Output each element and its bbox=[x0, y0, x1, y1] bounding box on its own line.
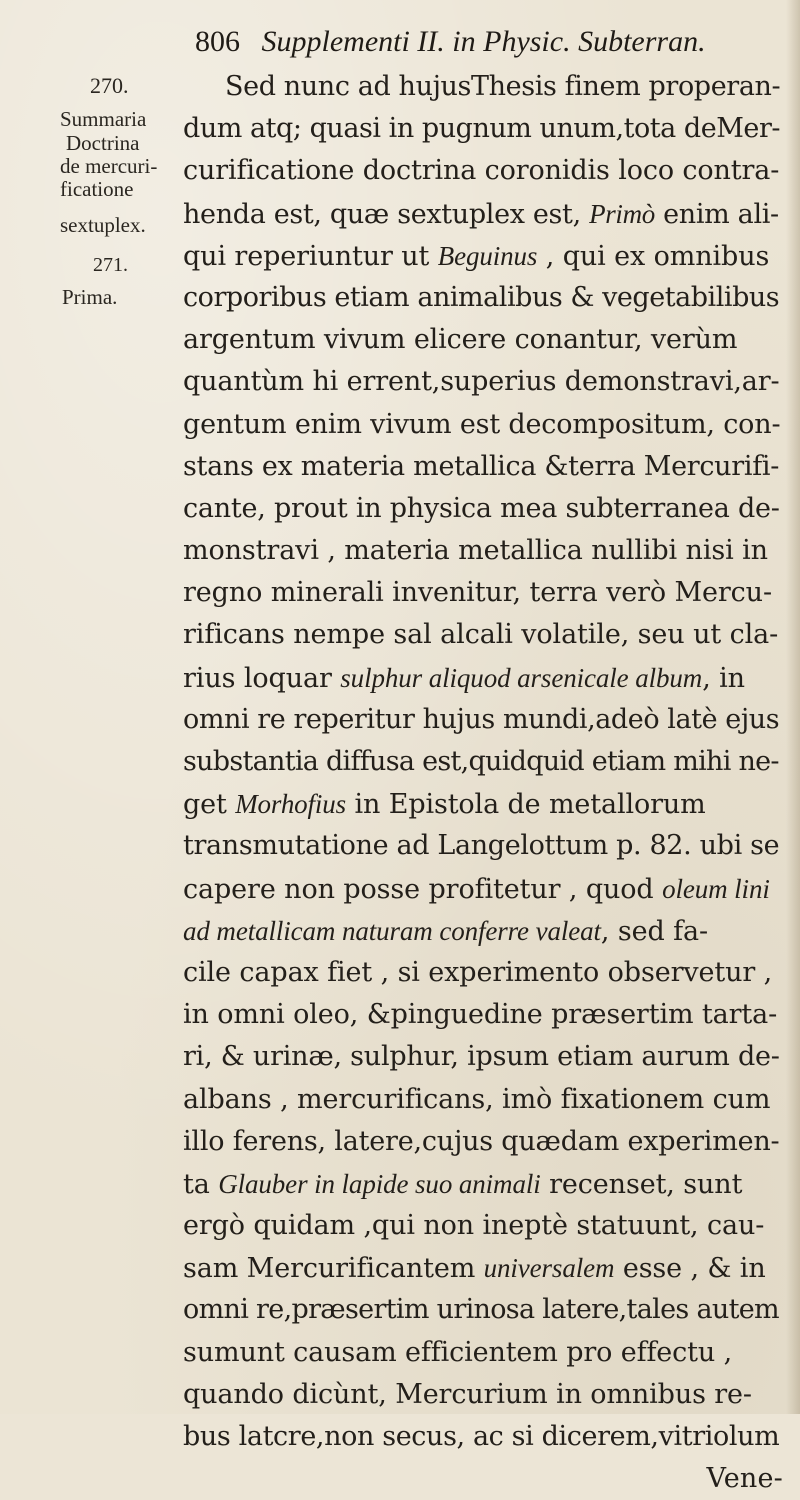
margin-note-paragraph-271: 271. bbox=[93, 254, 128, 276]
text-line bbox=[183, 277, 793, 319]
text-segment: in Epistola de metallorum bbox=[346, 789, 706, 821]
text-line bbox=[183, 1374, 793, 1416]
text-segment: bus latcre,non secus, ac si dicerem,vitriolum bbox=[183, 1421, 780, 1452]
text-segment: ta bbox=[183, 1168, 219, 1200]
italic-text-segment: Primò bbox=[589, 198, 655, 229]
text-segment: capere non posse profitetur , quod bbox=[183, 873, 663, 905]
italic-text-segment: Glauber in lapide suo animali bbox=[218, 1168, 541, 1199]
text-segment: omni re,præsertim urinosa latere,tales autem bbox=[183, 1294, 779, 1326]
text-line bbox=[183, 488, 793, 530]
text-line bbox=[183, 1416, 793, 1458]
text-line bbox=[183, 1079, 793, 1121]
text-segment: henda est, quæ sextuplex est, bbox=[183, 198, 590, 230]
text-segment: esse , & in bbox=[614, 1253, 766, 1285]
text-line bbox=[183, 1289, 793, 1331]
text-segment: , qui ex omnibus bbox=[537, 240, 770, 272]
text-segment: gentum enim vivum est decompositum, con- bbox=[183, 408, 781, 440]
page-edge-shadow bbox=[786, 0, 800, 1414]
text-segment: stans ex materia metallica &terra Mercurifi- bbox=[183, 450, 780, 482]
text-segment: sam Mercurificantem bbox=[183, 1253, 484, 1285]
text-segment: rius loquar bbox=[183, 662, 341, 694]
text-segment: quantùm hi errent,superius demonstravi,ar- bbox=[183, 366, 780, 398]
text-segment: illo ferens, latere,cujus quædam experimen- bbox=[183, 1125, 780, 1157]
text-line bbox=[183, 572, 793, 614]
catchword: Vene- bbox=[706, 1463, 783, 1495]
text-line bbox=[183, 235, 793, 277]
text-line bbox=[183, 530, 793, 572]
text-line bbox=[183, 1332, 793, 1374]
text-segment: cante, prout in physica mea subterranea de- bbox=[183, 492, 780, 524]
text-segment: recenset, sunt bbox=[540, 1168, 743, 1200]
text-segment: dum atq; quasi in pugnum unum,tota deMer- bbox=[183, 113, 781, 145]
running-header bbox=[195, 22, 765, 62]
text-segment: monstravi , materia metallica nullibi nisi in bbox=[183, 535, 768, 567]
page-number: 806 bbox=[195, 25, 240, 58]
margin-note-ficatione: ficatione bbox=[60, 177, 134, 201]
text-line bbox=[183, 657, 793, 699]
italic-text-segment: universalem bbox=[483, 1253, 615, 1284]
text-segment: , sed fa- bbox=[600, 915, 709, 947]
text-line bbox=[183, 614, 793, 656]
text-line bbox=[183, 404, 793, 446]
text-segment: Sed nunc ad hujusThesis finem properan- bbox=[225, 71, 781, 102]
text-segment: substantia diffusa est,quidquid etiam mihi ne- bbox=[183, 746, 779, 777]
text-line bbox=[183, 910, 793, 952]
margin-note-de-mercuri: de mercuri- bbox=[60, 154, 158, 178]
text-segment: cile capax fiet , si experimento observetur , bbox=[183, 956, 773, 988]
text-line bbox=[183, 193, 793, 235]
text-segment: albans , mercurificans, imò fixationem cum bbox=[183, 1083, 771, 1115]
text-segment: rificans nempe sal alcali volatile, seu ut cla- bbox=[183, 619, 779, 651]
text-segment: ri, & urinæ, sulphur, ipsum etiam aurum de- bbox=[183, 1041, 780, 1073]
body-text bbox=[183, 66, 793, 1500]
text-line bbox=[183, 741, 793, 783]
text-line bbox=[183, 994, 793, 1036]
margin-note-doctrina: Doctrina bbox=[66, 131, 140, 155]
margin-note-paragraph-270: 270. bbox=[90, 73, 129, 98]
text-segment: omni re reperitur hujus mundi,adeò latè ejus bbox=[183, 703, 780, 735]
text-segment: quando dicùnt, Mercurium in omnibus re- bbox=[183, 1378, 752, 1410]
text-segment: argentum vivum elicere conantur, verùm bbox=[183, 324, 738, 356]
text-line bbox=[183, 108, 793, 150]
text-line bbox=[183, 825, 793, 867]
text-line bbox=[183, 1163, 793, 1205]
text-line bbox=[183, 1205, 793, 1247]
text-line bbox=[183, 1247, 793, 1289]
running-title: Supplementi II. in Physic. Subterran. bbox=[261, 25, 706, 58]
italic-text-segment: Morhofius bbox=[235, 789, 347, 820]
text-segment: sumunt causam efficientem pro effectu , bbox=[183, 1336, 733, 1368]
text-line bbox=[183, 66, 793, 108]
text-segment: ergò quidam ,qui non ineptè statuunt, cau- bbox=[183, 1210, 765, 1242]
text-line bbox=[183, 868, 793, 910]
italic-text-segment: oleum lini bbox=[662, 873, 770, 904]
text-line bbox=[183, 699, 793, 741]
margin-note-sextuplex: sextuplex. bbox=[60, 213, 146, 237]
text-segment: enim ali- bbox=[654, 198, 779, 230]
text-segment: curificatione doctrina coronidis loco contra- bbox=[183, 155, 780, 187]
text-segment: regno minerali invenitur, terra verò Mercu- bbox=[183, 577, 772, 609]
text-segment: , in bbox=[702, 662, 745, 694]
text-line bbox=[183, 361, 793, 403]
margin-note-summaria: Summaria bbox=[60, 107, 147, 131]
text-line bbox=[183, 446, 793, 488]
text-segment: get bbox=[183, 789, 236, 821]
text-line bbox=[183, 150, 793, 192]
text-line bbox=[183, 1036, 793, 1078]
text-segment: transmutatione ad Langelottum p. 82. ubi se bbox=[183, 830, 780, 862]
italic-text-segment: sulphur aliquod arsenicale album bbox=[340, 662, 703, 693]
italic-text-segment: Beguinus bbox=[437, 240, 538, 271]
text-segment: in omni oleo, &pinguedine præsertim tarta- bbox=[183, 999, 778, 1031]
text-segment: qui reperiuntur ut bbox=[183, 240, 438, 272]
italic-text-segment: ad metallicam naturam conferre valeat bbox=[183, 915, 601, 946]
text-line bbox=[183, 319, 793, 361]
text-line bbox=[183, 952, 793, 994]
text-segment: corporibus etiam animalibus & vegetabilibus bbox=[183, 281, 780, 313]
text-line bbox=[183, 783, 793, 825]
margin-note-prima: Prima. bbox=[62, 285, 118, 309]
text-line bbox=[183, 1121, 793, 1163]
